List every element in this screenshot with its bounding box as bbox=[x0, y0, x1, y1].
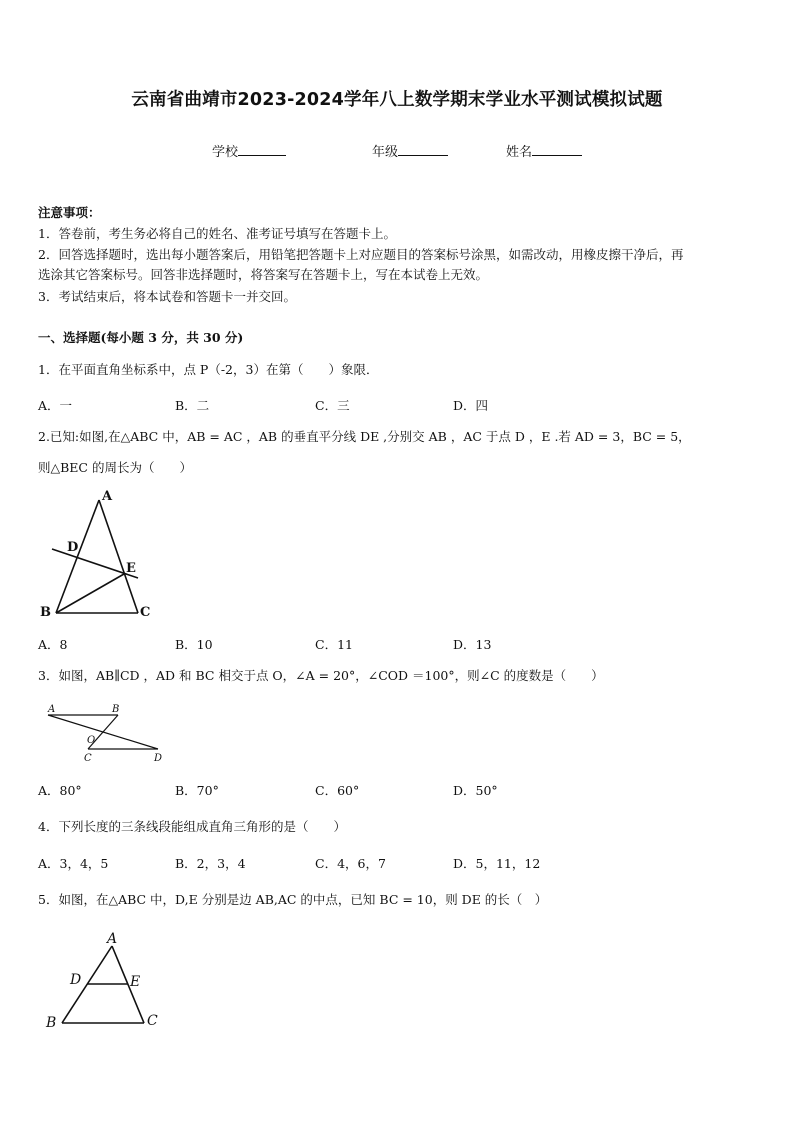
q5-label-e: E bbox=[130, 974, 141, 990]
q3-option-c: C．60° bbox=[315, 783, 360, 798]
exam-title: 云南省曲靖市2023-2024学年八上数学期末学业水平测试模拟试题 bbox=[131, 90, 663, 110]
school-label: 学校 bbox=[212, 145, 239, 160]
notice-line-3: 3．考试结束后，将本试卷和答题卡一并交回。 bbox=[38, 289, 296, 304]
name-label: 姓名 bbox=[506, 145, 533, 160]
q2-stem-line-1: 2.已知:如图,在△ABC 中，AB = AC ，AB 的垂直平分线 DE ,分别交 AB ，AC 于点 D ，E .若 AD = 3，BC = 5， bbox=[38, 429, 691, 444]
q5-label-b: B bbox=[46, 1015, 57, 1031]
q2-stem-line-2: 则△BEC 的周长为（ ） bbox=[38, 460, 192, 475]
school-blank bbox=[238, 143, 286, 156]
q2-option-d: D．13 bbox=[453, 637, 492, 652]
notice-line-2b: 选涂其它答案标号。回答非选择题时，将答案写在答题卡上，写在本试卷上无效。 bbox=[38, 267, 489, 282]
q5-midline-figure bbox=[40, 926, 170, 1036]
q5-label-c: C bbox=[147, 1013, 158, 1029]
q1-option-a: A．一 bbox=[38, 398, 73, 413]
q4-option-b: B．2，3，4 bbox=[175, 856, 246, 871]
grade-field bbox=[372, 141, 448, 160]
q2-option-a: A．8 bbox=[38, 637, 68, 652]
q4-stem: 4．下列长度的三条线段能组成直角三角形的是（ ） bbox=[38, 819, 346, 834]
q3-option-a: A．80° bbox=[38, 783, 82, 798]
q2-option-b: B．10 bbox=[175, 637, 213, 652]
q3-label-d: D bbox=[154, 753, 163, 764]
q2-option-c: C．11 bbox=[315, 637, 353, 652]
q4-option-c: C．4，6，7 bbox=[315, 856, 386, 871]
notice-line-2a: 2．回答选择题时，选出每小题答案后，用铅笔把答题卡上对应题目的答案标号涂黑，如需改动，用橡皮擦干净后，再 bbox=[38, 247, 684, 262]
name-field bbox=[506, 141, 582, 160]
q5-label-d: D bbox=[70, 972, 82, 988]
q3-parallel-figure bbox=[40, 700, 170, 768]
q1-option-d: D．四 bbox=[453, 398, 489, 413]
q1-option-b: B．二 bbox=[175, 398, 210, 413]
q3-stem: 3．如图，AB∥CD ，AD 和 BC 相交于点 O，∠A = 20°，∠COD ＝100°，则∠C 的度数是（ ） bbox=[38, 668, 604, 683]
notice-line-1: 1．答卷前，考生务必将自己的姓名、准考证号填写在答题卡上。 bbox=[38, 226, 396, 241]
q5-label-a: A bbox=[107, 931, 118, 947]
grade-label: 年级 bbox=[372, 145, 399, 160]
q3-label-c: C bbox=[84, 753, 92, 764]
q3-label-b: B bbox=[112, 704, 120, 715]
q3-label-o: O bbox=[87, 735, 96, 746]
q1-stem: 1．在平面直角坐标系中，点 P（-2，3）在第（ ）象限． bbox=[38, 362, 379, 377]
q3-label-a: A bbox=[48, 704, 56, 715]
q3-option-d: D．50° bbox=[453, 783, 498, 798]
q4-option-a: A．3，4，5 bbox=[38, 856, 109, 871]
name-blank bbox=[532, 143, 582, 156]
notice-heading: 注意事项： bbox=[38, 205, 101, 220]
q2-label-a: A bbox=[102, 489, 113, 504]
q2-label-b: B bbox=[40, 605, 51, 620]
q4-option-d: D．5，11，12 bbox=[453, 856, 541, 871]
q1-option-c: C．三 bbox=[315, 398, 350, 413]
q5-stem: 5．如图，在△ABC 中，D,E 分别是边 AB,AC 的中点，已知 BC = 10，则 DE 的长（ ） bbox=[38, 892, 548, 907]
school-field bbox=[212, 141, 286, 160]
section-heading: 一、选择题(每小题 3 分，共 30 分) bbox=[38, 330, 244, 345]
grade-blank bbox=[398, 143, 448, 156]
q2-label-d: D bbox=[67, 540, 79, 555]
q3-option-b: B．70° bbox=[175, 783, 219, 798]
q2-label-c: C bbox=[140, 605, 151, 620]
q2-label-e: E bbox=[126, 561, 136, 576]
q2-triangle-figure bbox=[30, 486, 165, 621]
